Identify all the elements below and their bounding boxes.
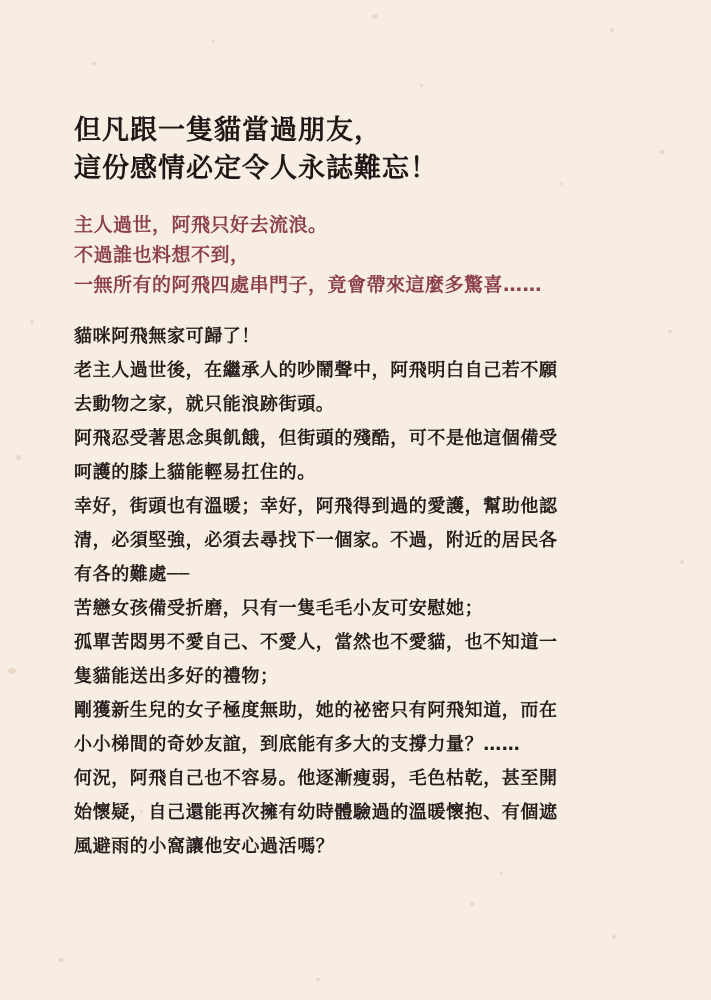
synopsis-line: 隻貓能送出多好的禮物； bbox=[74, 666, 279, 687]
synopsis-line: 去動物之家，就只能浪跡街頭。 bbox=[74, 394, 335, 415]
headline-line: 但凡跟一隻貓當過朋友， bbox=[74, 115, 382, 146]
tagline-line: 一無所有的阿飛四處串門子，竟會帶來這麼多驚喜…… bbox=[74, 274, 543, 296]
synopsis-line: 幸好，街頭也有溫暖；幸好，阿飛得到過的愛護，幫助他認 bbox=[74, 496, 558, 517]
synopsis-line: 小小梯間的奇妙友誼，到底能有多大的支撐力量？…… bbox=[74, 734, 521, 755]
tagline-line: 不過誰也料想不到， bbox=[74, 244, 250, 266]
synopsis-line: 貓咪阿飛無家可歸了！ bbox=[74, 326, 260, 347]
synopsis-line: 孤單苦悶男不愛自己、不愛人，當然也不愛貓，也不知道一 bbox=[74, 632, 558, 653]
tagline-line: 主人過世，阿飛只好去流浪。 bbox=[74, 214, 328, 236]
synopsis-line: 風避雨的小窩讓他安心過活嗎？ bbox=[74, 836, 335, 857]
synopsis-line: 何況，阿飛自己也不容易。他逐漸瘦弱，毛色枯乾，甚至開 bbox=[74, 768, 558, 789]
synopsis-line: 清，必須堅強，必須去尋找下一個家。不過，附近的居民各 bbox=[74, 530, 558, 551]
headline bbox=[74, 112, 654, 188]
synopsis-line: 阿飛忍受著思念與飢餓，但街頭的殘酷，可不是他這個備受 bbox=[74, 428, 558, 449]
synopsis-line: 有各的難處── bbox=[74, 564, 190, 585]
tagline bbox=[74, 210, 654, 300]
synopsis-line: 呵護的膝上貓能輕易扛住的。 bbox=[74, 462, 316, 483]
back-cover-text bbox=[74, 112, 654, 864]
synopsis-line: 老主人過世後，在繼承人的吵鬧聲中，阿飛明白自己若不願 bbox=[74, 360, 558, 381]
synopsis-line: 始懷疑，自己還能再次擁有幼時體驗過的溫暖懷抱、有個遮 bbox=[74, 802, 558, 823]
headline-line: 這份感情必定令人永誌難忘！ bbox=[74, 153, 438, 184]
synopsis bbox=[74, 320, 654, 864]
synopsis-line: 剛獲新生兒的女子極度無助，她的祕密只有阿飛知道，而在 bbox=[74, 700, 558, 721]
synopsis-line: 苦戀女孩備受折磨，只有一隻毛毛小友可安慰她； bbox=[74, 598, 484, 619]
